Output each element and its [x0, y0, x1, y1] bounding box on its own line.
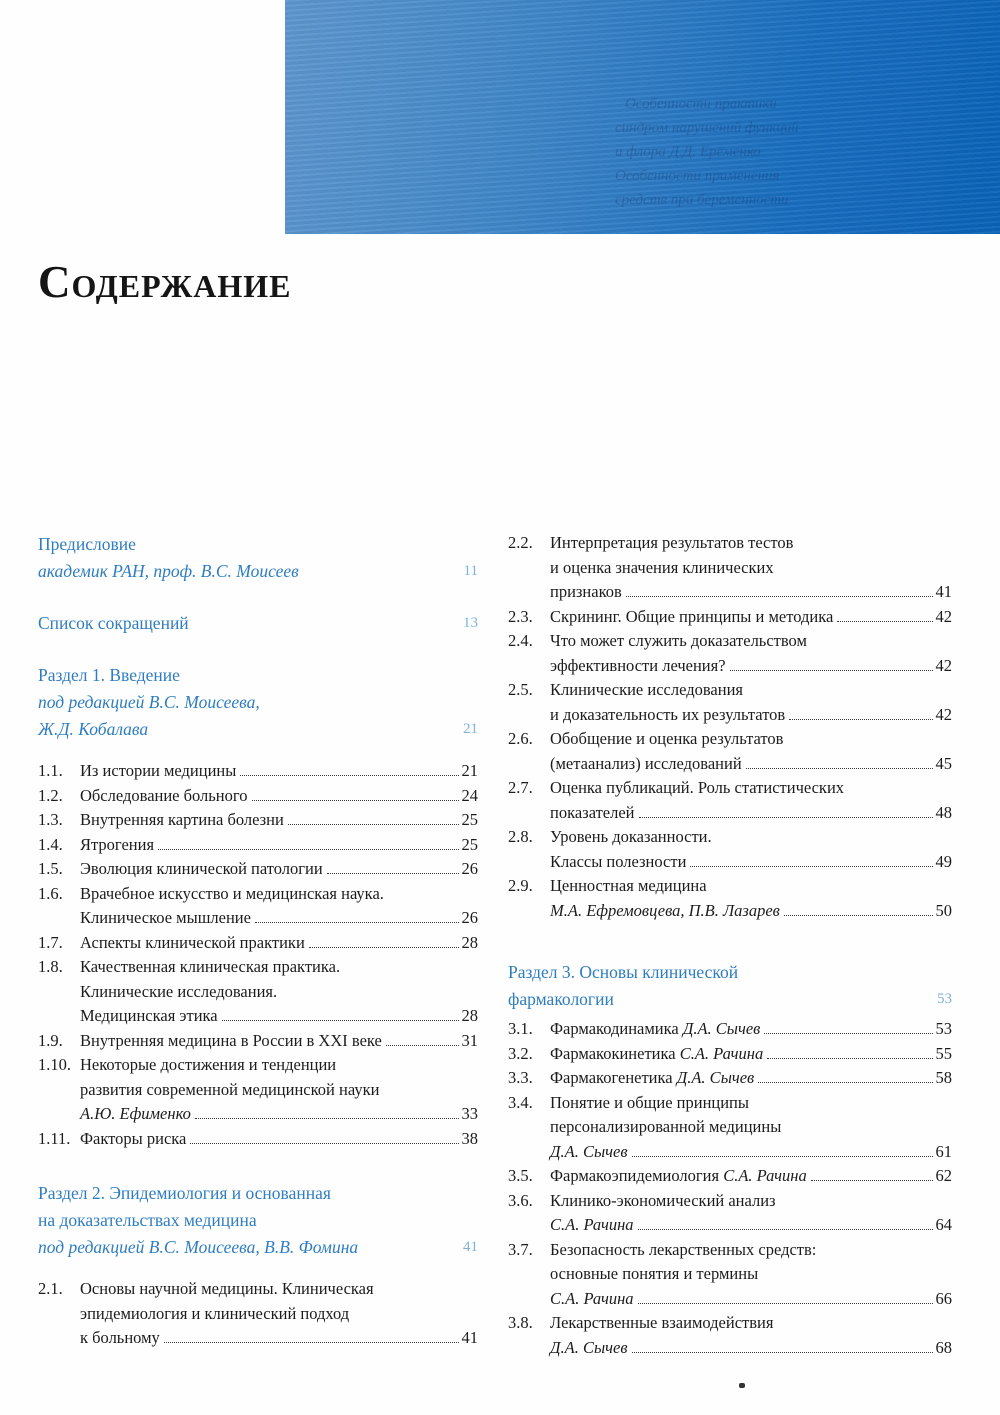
leader-dots	[811, 1180, 933, 1181]
section-page: 21	[463, 721, 478, 737]
entry-number: 2.2.	[508, 533, 533, 552]
leader-dots	[327, 873, 459, 874]
leader-dots	[190, 1143, 458, 1144]
entry-title-line: Интерпретация результатов тестов	[550, 533, 794, 552]
entry-author: С.А. Рачина	[723, 1166, 807, 1185]
entry-title: Клиническое мышление	[80, 908, 251, 927]
leader-dots	[638, 1303, 933, 1304]
entry-page: 26	[461, 859, 478, 878]
section-title: Раздел 2. Эпидемиология и основанная	[38, 1183, 331, 1203]
toc-entry[interactable]	[508, 776, 952, 825]
entry-number: 2.5.	[508, 680, 533, 699]
entry-number: 1.8.	[38, 957, 63, 976]
leader-dots	[632, 1352, 933, 1353]
leader-dots	[252, 800, 459, 801]
entry-number: 3.3.	[508, 1068, 533, 1087]
entry-page: 42	[935, 606, 952, 626]
entry-page: 41	[461, 1328, 478, 1347]
entry-page: 24	[461, 785, 478, 805]
entry-title: Классы полезности	[550, 851, 687, 871]
toc-entry[interactable]	[508, 1238, 952, 1312]
leader-dots	[789, 719, 932, 720]
toc-preface[interactable]	[38, 531, 478, 585]
section-editors: Ж.Д. Кобалава	[38, 719, 149, 739]
entry-title-line: Ценностная медицина	[550, 876, 707, 895]
toc-entry[interactable]	[38, 808, 478, 833]
abbreviations-page: 13	[463, 615, 478, 631]
entry-title: Факторы риска	[80, 1128, 187, 1148]
entry-title-line: основные понятия и термины	[550, 1264, 759, 1283]
banner-faint-text: и флора Д.Д. Ерёменко	[615, 144, 761, 160]
leader-dots	[758, 1082, 932, 1083]
entry-author: С.А. Рачина	[550, 1288, 634, 1308]
toc-entry[interactable]	[508, 1066, 952, 1091]
section-editors: под редакцией В.С. Моисеева,	[38, 692, 260, 712]
entry-title: Из истории медицины	[80, 761, 237, 780]
entry-page: 66	[935, 1288, 952, 1308]
leader-dots	[240, 775, 458, 776]
entry-page: 48	[935, 802, 952, 822]
entry-page: 50	[935, 900, 952, 920]
leader-dots	[255, 922, 459, 923]
entry-title-line: Основы научной медицины. Клиническая	[80, 1279, 374, 1298]
entry-page: 25	[461, 834, 478, 854]
toc-right-column	[508, 531, 952, 1360]
entry-title-line: Клинические исследования	[550, 680, 743, 699]
leader-dots	[746, 768, 933, 769]
toc-entry[interactable]	[508, 531, 952, 605]
toc-section-1[interactable]	[38, 662, 478, 743]
entry-page: 62	[935, 1166, 952, 1185]
entry-number: 1.3.	[38, 810, 63, 829]
preface-page: 11	[463, 563, 478, 579]
entry-title-line: Обобщение и оценка результатов	[550, 729, 784, 748]
section-title: Раздел 3. Основы клинической	[508, 962, 739, 982]
entry-title-line: развития современной медицинской науки	[80, 1079, 380, 1099]
entry-author: М.А. Ефремовцева, П.В. Лазарев	[550, 900, 780, 920]
entry-title-line: эпидемиология и клинический подход	[80, 1303, 350, 1323]
entry-title: (метаанализ) исследований	[550, 753, 742, 773]
entry-author: С.А. Рачина	[679, 1043, 764, 1063]
entry-title-line: персонализированной медицины	[550, 1117, 782, 1136]
entry-title-line: и оценка значения клинических	[550, 557, 774, 577]
entry-title: Эволюция клинической патологии	[80, 859, 323, 878]
entry-page: 68	[935, 1337, 952, 1357]
abbreviations-label: Список сокращений	[38, 613, 189, 633]
section-title: Раздел 1. Введение	[38, 665, 180, 685]
entry-title-line: Качественная клиническая практика.	[80, 957, 341, 976]
leader-dots	[386, 1045, 459, 1046]
leader-dots	[784, 915, 933, 916]
toc-entry[interactable]	[508, 1042, 952, 1067]
entry-number: 2.3.	[508, 606, 533, 626]
entry-title: Ятрогения	[80, 834, 155, 854]
toc-entry[interactable]	[38, 1277, 478, 1351]
toc-entry[interactable]	[508, 1091, 952, 1165]
entry-title: Фармакогенетика	[550, 1068, 673, 1087]
entry-title-line: Клинические исследования.	[80, 981, 278, 1001]
entry-page: 38	[461, 1128, 478, 1148]
entry-number: 2.1.	[38, 1279, 63, 1298]
toc-entry[interactable]	[508, 1189, 952, 1238]
toc-section-2[interactable]	[38, 1180, 478, 1261]
entry-number: 2.9.	[508, 876, 533, 895]
section-3-entries	[508, 1017, 952, 1360]
leader-dots	[730, 670, 933, 671]
leader-dots	[195, 1118, 459, 1119]
banner-faint-text: Особенности применения	[615, 168, 780, 184]
entry-title: Внутренняя картина болезни	[80, 810, 284, 829]
entry-title: Обследование больного	[80, 785, 248, 805]
entry-title-line: Уровень доказанности.	[550, 827, 712, 846]
entry-title: и доказательность их результатов	[550, 704, 786, 724]
entry-page: 21	[461, 761, 478, 780]
section-page: 41	[463, 1239, 478, 1255]
header-banner-image	[285, 0, 1000, 234]
entry-title: Фармакодинамика	[550, 1019, 679, 1038]
entry-title: Фармакокинетика	[550, 1043, 676, 1063]
entry-number: 1.10.	[38, 1055, 71, 1074]
section-1-entries	[38, 759, 478, 1151]
banner-faint-text: Особенности практики	[625, 96, 777, 112]
toc-entry[interactable]	[508, 605, 952, 630]
toc-entry[interactable]	[38, 833, 478, 858]
entry-page: 33	[461, 1104, 478, 1123]
entry-page: 41	[935, 582, 952, 601]
leader-dots	[638, 1229, 933, 1230]
entry-page: 42	[935, 655, 952, 675]
entry-title: Медицинская этика	[80, 1006, 218, 1025]
entry-title-line: Некоторые достижения и тенденции	[80, 1055, 337, 1074]
entry-title-line: Клинико-экономический анализ	[550, 1190, 776, 1210]
entry-number: 1.11.	[38, 1128, 71, 1148]
toc-section-3[interactable]	[508, 959, 952, 1013]
toc-abbreviations[interactable]	[38, 610, 478, 637]
toc-entry[interactable]	[38, 1053, 478, 1127]
entry-title: Фармакоэпидемиология	[550, 1166, 720, 1185]
entry-number: 2.6.	[508, 729, 533, 748]
toc-left-column	[38, 531, 478, 1351]
entry-number: 1.1.	[38, 761, 63, 780]
leader-dots	[309, 947, 459, 948]
section-2-entries	[38, 1277, 478, 1351]
entry-page: 58	[935, 1068, 952, 1087]
toc-entry[interactable]	[508, 874, 952, 923]
entry-page: 28	[461, 1006, 478, 1025]
toc-entry[interactable]	[38, 857, 478, 882]
entry-author: А.Ю. Ефименко	[80, 1104, 191, 1123]
leader-dots	[639, 817, 933, 818]
leader-dots	[632, 1156, 933, 1157]
entry-number: 1.7.	[38, 932, 63, 952]
toc-entry[interactable]	[508, 1311, 952, 1360]
entry-number: 2.4.	[508, 631, 533, 650]
print-mark	[739, 1383, 745, 1388]
entry-title: эффективности лечения?	[550, 655, 726, 675]
leader-dots	[837, 621, 932, 622]
toc-entry[interactable]	[38, 931, 478, 956]
toc-entry[interactable]	[508, 825, 952, 874]
entry-page: 26	[461, 908, 478, 927]
entry-number: 2.7.	[508, 778, 533, 797]
leader-dots	[164, 1342, 459, 1343]
leader-dots	[288, 824, 459, 825]
entry-page: 53	[935, 1019, 952, 1038]
entry-author: Д.А. Сычев	[676, 1068, 755, 1087]
leader-dots	[626, 596, 933, 597]
toc-entry[interactable]	[508, 1164, 952, 1189]
banner-faint-text: средств при беременности	[615, 192, 789, 208]
leader-dots	[690, 866, 932, 867]
entry-page: 45	[935, 753, 952, 773]
entry-page: 55	[935, 1043, 952, 1063]
entry-page: 25	[461, 810, 478, 829]
entry-number: 1.2.	[38, 785, 63, 805]
entry-page: 42	[935, 704, 952, 724]
entry-author: Д.А. Сычев	[682, 1019, 761, 1038]
entry-number: 3.8.	[508, 1313, 533, 1332]
entry-page: 61	[935, 1141, 952, 1161]
entry-author: Д.А. Сычев	[550, 1337, 628, 1357]
section-editors: под редакцией В.С. Моисеева, В.В. Фомина	[38, 1237, 359, 1257]
entry-page: 64	[935, 1215, 952, 1234]
entry-title-line: Оценка публикаций. Роль статистических	[550, 778, 845, 797]
section-title: на доказательствах медицина	[38, 1210, 257, 1230]
toc-entry[interactable]	[508, 727, 952, 776]
section-title: фармакологии	[508, 989, 614, 1009]
entry-number: 1.5.	[38, 859, 63, 878]
toc-entry[interactable]	[508, 1017, 952, 1042]
entry-number: 3.4.	[508, 1092, 533, 1112]
toc-entry[interactable]	[508, 629, 952, 678]
toc-entry[interactable]	[38, 882, 478, 931]
entry-title-line: Что может служить доказательством	[550, 631, 807, 650]
entry-author: С.А. Рачина	[550, 1215, 634, 1234]
preface-author: академик РАН, проф. В.С. Моисеев	[38, 561, 299, 581]
entry-number: 1.6.	[38, 883, 63, 903]
entry-author: Д.А. Сычев	[550, 1141, 628, 1161]
entry-number: 2.8.	[508, 827, 533, 846]
entry-number: 3.1.	[508, 1019, 533, 1038]
toc-entry[interactable]	[38, 955, 478, 1029]
entry-title: показателей	[550, 802, 635, 822]
preface-label: Предисловие	[38, 534, 136, 554]
entry-number: 3.5.	[508, 1166, 533, 1185]
entry-page: 49	[935, 851, 952, 871]
entry-title-line: Безопасность лекарственных средств:	[550, 1239, 817, 1259]
section-page: 53	[937, 991, 952, 1007]
entry-title: признаков	[550, 582, 622, 601]
entry-title: Аспекты клинической практики	[80, 932, 305, 952]
entry-title: Внутренняя медицина в России в XXI веке	[80, 1030, 382, 1050]
entry-title-line: Врачебное искусство и медицинская наука.	[80, 883, 384, 903]
entry-number: 3.2.	[508, 1043, 533, 1063]
entry-number: 1.9.	[38, 1030, 63, 1050]
section-2-continued-entries	[508, 531, 952, 923]
leader-dots	[158, 849, 458, 850]
entry-number: 3.7.	[508, 1239, 533, 1259]
toc-entry[interactable]	[508, 678, 952, 727]
toc-entry[interactable]	[38, 1127, 478, 1152]
toc-entry[interactable]	[38, 1029, 478, 1054]
leader-dots	[764, 1033, 932, 1034]
entry-title: Скрининг. Общие принципы и методика	[550, 606, 834, 626]
leader-dots	[222, 1020, 459, 1021]
toc-entry[interactable]	[38, 759, 478, 784]
page-title: Содержание	[38, 257, 292, 307]
toc-entry[interactable]	[38, 784, 478, 809]
entry-page: 28	[461, 932, 478, 952]
banner-faint-text: синдром нарушений функций	[615, 120, 799, 136]
leader-dots	[767, 1058, 932, 1059]
entry-title-line: Лекарственные взаимодействия	[550, 1313, 774, 1332]
entry-page: 31	[461, 1030, 478, 1050]
entry-number: 1.4.	[38, 834, 63, 854]
entry-title-line: Понятие и общие принципы	[550, 1092, 749, 1112]
entry-number: 3.6.	[508, 1190, 533, 1210]
entry-title: к больному	[80, 1328, 160, 1347]
